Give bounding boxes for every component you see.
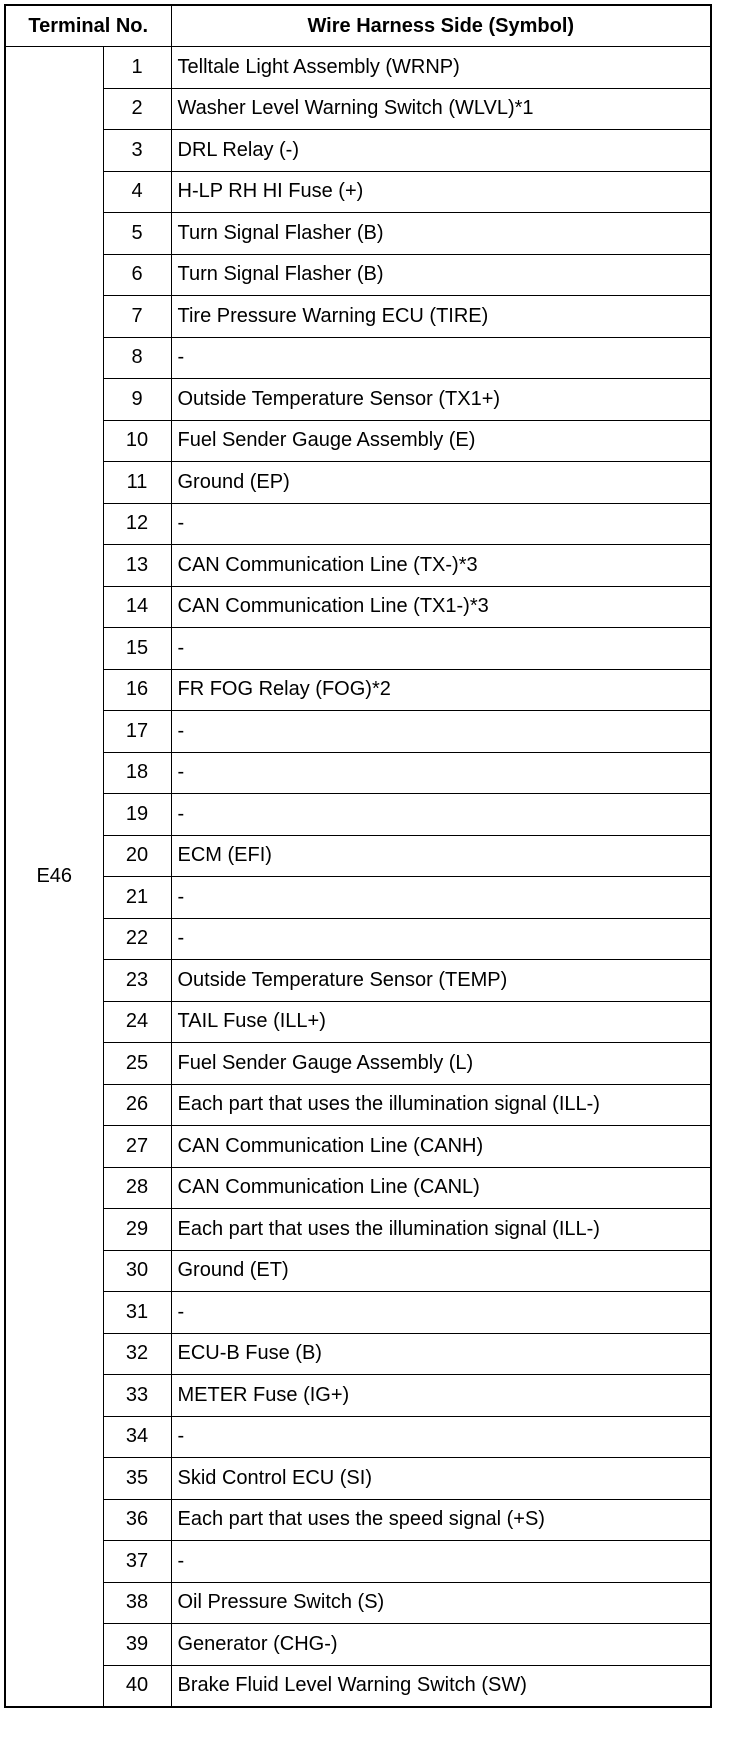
- pin-number: 8: [103, 337, 171, 379]
- wire-harness-description: -: [171, 1541, 711, 1583]
- table-body: [5, 47, 711, 1708]
- pin-number: 27: [103, 1126, 171, 1168]
- pin-number: 9: [103, 379, 171, 421]
- table-row: [5, 171, 711, 213]
- wire-harness-description: H-LP RH HI Fuse (+): [171, 171, 711, 213]
- wire-harness-description: ECM (EFI): [171, 835, 711, 877]
- wire-harness-description: Ground (ET): [171, 1250, 711, 1292]
- wire-harness-description: -: [171, 1292, 711, 1334]
- wire-harness-description: -: [171, 503, 711, 545]
- pin-number: 34: [103, 1416, 171, 1458]
- pin-number: 11: [103, 462, 171, 504]
- table-row: [5, 1541, 711, 1583]
- pin-number: 38: [103, 1582, 171, 1624]
- pin-number: 24: [103, 1001, 171, 1043]
- wire-harness-description: CAN Communication Line (TX1-)*3: [171, 586, 711, 628]
- table-row: [5, 462, 711, 504]
- table-row: [5, 794, 711, 836]
- pin-number: 33: [103, 1375, 171, 1417]
- pin-number: 23: [103, 960, 171, 1002]
- table-row: [5, 1167, 711, 1209]
- pin-number: 29: [103, 1209, 171, 1251]
- wire-harness-description: Generator (CHG-): [171, 1624, 711, 1666]
- table-row: [5, 254, 711, 296]
- pin-number: 2: [103, 88, 171, 130]
- wire-harness-description: Ground (EP): [171, 462, 711, 504]
- table-row: [5, 337, 711, 379]
- pin-number: 25: [103, 1043, 171, 1085]
- wire-harness-description: -: [171, 711, 711, 753]
- wire-harness-description: Each part that uses the speed signal (+S): [171, 1499, 711, 1541]
- table-row: [5, 1043, 711, 1085]
- wire-harness-description: Outside Temperature Sensor (TX1+): [171, 379, 711, 421]
- pin-number: 13: [103, 545, 171, 587]
- table-row: [5, 1416, 711, 1458]
- table-row: [5, 1001, 711, 1043]
- pin-number: 31: [103, 1292, 171, 1334]
- wire-harness-description: FR FOG Relay (FOG)*2: [171, 669, 711, 711]
- table-row: [5, 379, 711, 421]
- wire-harness-description: -: [171, 752, 711, 794]
- table-row: [5, 1250, 711, 1292]
- table-row: [5, 1582, 711, 1624]
- table-row: [5, 586, 711, 628]
- connector-cell: E46: [5, 47, 103, 1708]
- pin-number: 22: [103, 918, 171, 960]
- pin-number: 28: [103, 1167, 171, 1209]
- table-row: [5, 1375, 711, 1417]
- pin-number: 21: [103, 877, 171, 919]
- pin-number: 30: [103, 1250, 171, 1292]
- wire-harness-description: -: [171, 877, 711, 919]
- pin-number: 6: [103, 254, 171, 296]
- pin-number: 36: [103, 1499, 171, 1541]
- pin-number: 16: [103, 669, 171, 711]
- wire-harness-description: Turn Signal Flasher (B): [171, 213, 711, 255]
- pin-number: 40: [103, 1665, 171, 1707]
- wire-harness-description: Brake Fluid Level Warning Switch (SW): [171, 1665, 711, 1707]
- table-row: [5, 1126, 711, 1168]
- pin-number: 12: [103, 503, 171, 545]
- table-row: [5, 503, 711, 545]
- wire-harness-description: -: [171, 337, 711, 379]
- table-row: [5, 1624, 711, 1666]
- pin-number: 37: [103, 1541, 171, 1583]
- table-row: [5, 1665, 711, 1707]
- pin-number: 35: [103, 1458, 171, 1500]
- pin-number: 14: [103, 586, 171, 628]
- wire-harness-description: DRL Relay (-): [171, 130, 711, 172]
- wire-harness-description: METER Fuse (IG+): [171, 1375, 711, 1417]
- pin-number: 19: [103, 794, 171, 836]
- wire-harness-description: ECU-B Fuse (B): [171, 1333, 711, 1375]
- pin-number: 39: [103, 1624, 171, 1666]
- header-terminal-no: Terminal No.: [5, 5, 171, 47]
- table-row: [5, 88, 711, 130]
- pin-number: 1: [103, 47, 171, 89]
- pin-number: 26: [103, 1084, 171, 1126]
- wire-harness-description: -: [171, 628, 711, 670]
- table-row: [5, 130, 711, 172]
- table-row: [5, 213, 711, 255]
- header-row: [5, 5, 711, 47]
- wire-harness-description: -: [171, 1416, 711, 1458]
- table-row: [5, 1292, 711, 1334]
- wire-harness-description: TAIL Fuse (ILL+): [171, 1001, 711, 1043]
- terminal-table-sheet: [4, 4, 712, 1708]
- pin-number: 3: [103, 130, 171, 172]
- pin-number: 18: [103, 752, 171, 794]
- wire-harness-description: CAN Communication Line (TX-)*3: [171, 545, 711, 587]
- table-row: [5, 918, 711, 960]
- table-row: [5, 960, 711, 1002]
- wire-harness-description: Each part that uses the illumination signal (ILL-): [171, 1209, 711, 1251]
- wire-harness-description: Fuel Sender Gauge Assembly (E): [171, 420, 711, 462]
- wire-harness-description: Turn Signal Flasher (B): [171, 254, 711, 296]
- table-row: [5, 752, 711, 794]
- wire-harness-description: -: [171, 794, 711, 836]
- wire-harness-description: CAN Communication Line (CANL): [171, 1167, 711, 1209]
- pin-number: 15: [103, 628, 171, 670]
- table-row: [5, 545, 711, 587]
- header-wire-harness-side: Wire Harness Side (Symbol): [171, 5, 711, 47]
- table-row: [5, 1458, 711, 1500]
- table-row: [5, 296, 711, 338]
- wire-harness-description: -: [171, 918, 711, 960]
- wire-harness-description: Telltale Light Assembly (WRNP): [171, 47, 711, 89]
- wire-harness-description: Tire Pressure Warning ECU (TIRE): [171, 296, 711, 338]
- pin-number: 7: [103, 296, 171, 338]
- table-row: [5, 1333, 711, 1375]
- wire-harness-description: Outside Temperature Sensor (TEMP): [171, 960, 711, 1002]
- pin-number: 4: [103, 171, 171, 213]
- table-row: [5, 835, 711, 877]
- pin-number: 5: [103, 213, 171, 255]
- table-row: [5, 628, 711, 670]
- wire-harness-description: CAN Communication Line (CANH): [171, 1126, 711, 1168]
- table-row: [5, 669, 711, 711]
- wire-harness-description: Washer Level Warning Switch (WLVL)*1: [171, 88, 711, 130]
- wire-harness-description: Each part that uses the illumination signal (ILL-): [171, 1084, 711, 1126]
- pin-number: 32: [103, 1333, 171, 1375]
- table-row: [5, 877, 711, 919]
- table-row: [5, 1084, 711, 1126]
- table-row: [5, 1499, 711, 1541]
- pin-number: 10: [103, 420, 171, 462]
- wire-harness-description: Oil Pressure Switch (S): [171, 1582, 711, 1624]
- table-row: [5, 47, 711, 89]
- table-row: [5, 1209, 711, 1251]
- pin-number: 20: [103, 835, 171, 877]
- wire-harness-description: Fuel Sender Gauge Assembly (L): [171, 1043, 711, 1085]
- terminal-table: [4, 4, 712, 1708]
- wire-harness-description: Skid Control ECU (SI): [171, 1458, 711, 1500]
- pin-number: 17: [103, 711, 171, 753]
- table-row: [5, 420, 711, 462]
- table-row: [5, 711, 711, 753]
